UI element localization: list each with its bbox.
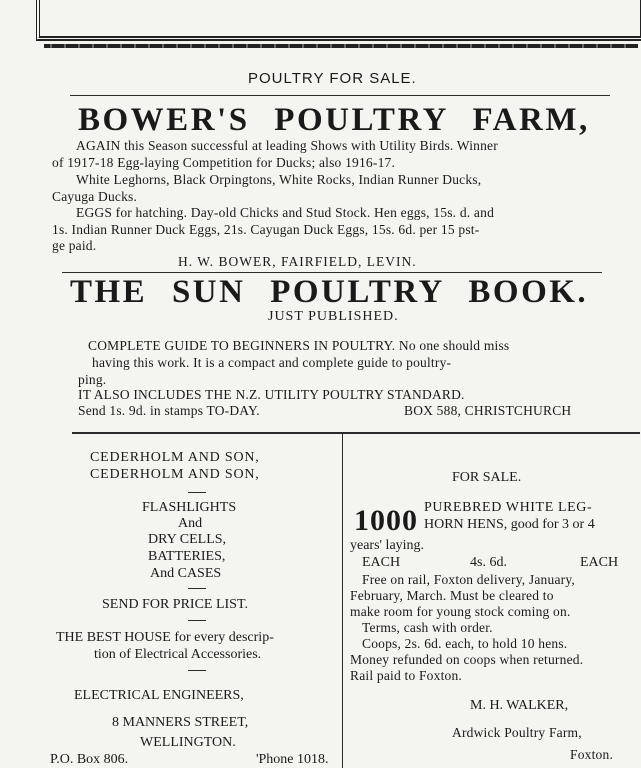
walker-body-line: Coops, 2s. 6d. each, to hold 10 hens. [362, 636, 568, 651]
sun-title: THE SUN POULTRY BOOK. [70, 274, 589, 310]
walker-line: PUREBRED WHITE LEG- [424, 500, 593, 515]
walker-farm: Ardwick Poultry Farm, [452, 725, 582, 740]
bower-line: EGGS for hatching. Day-old Chicks and Stud Stock. Hen eggs, 15s. d. and [76, 205, 495, 220]
dash-divider [188, 492, 206, 493]
dash-divider [188, 588, 206, 589]
cederholm-name: CEDERHOLM AND SON, [90, 467, 260, 482]
walker-town: Foxton. [570, 747, 614, 762]
sun-address: BOX 588, CHRISTCHURCH [404, 403, 572, 418]
cederholm-name: CEDERHOLM AND SON, [90, 450, 260, 465]
price-value: 4s. 6d. [470, 555, 507, 570]
dash-divider [188, 670, 206, 671]
walker-body-line: make room for young stock coming on. [350, 604, 571, 619]
product-line: And CASES [150, 566, 222, 581]
price-list-line: SEND FOR PRICE LIST. [102, 597, 248, 612]
bower-line: AGAIN this Season successful at leading Shows with Utility Birds. Winner [76, 138, 498, 153]
walker-line: HORN HENS, good for 3 or 4 [424, 517, 595, 532]
price-each-label: EACH [580, 555, 619, 570]
sun-line: COMPLETE GUIDE TO BEGINNERS IN POULTRY. No one should miss [88, 338, 510, 353]
sun-line: IT ALSO INCLUDES THE N.Z. UTILITY POULTRY STANDARD. [78, 387, 465, 402]
price-each-label: EACH [362, 555, 401, 570]
bower-signature: H. W. BOWER, FAIRFIELD, LEVIN. [178, 254, 417, 269]
walker-body-line: Money refunded on coops when returned. [350, 652, 584, 667]
sun-line: ping. [78, 372, 107, 387]
bower-line: 1s. Indian Runner Duck Eggs, 21s. Cayugan Duck Eggs, 15s. 6d. per 15 pst- [52, 222, 480, 237]
phone-line: 'Phone 1018. [256, 752, 329, 767]
sun-line: having this work. It is a compact and complete guide to poultry- [92, 355, 452, 370]
best-house-line: THE BEST HOUSE for every descrip- [56, 630, 274, 645]
bower-line: of 1917-18 Egg-laying Competition for Ducks; also 1916-17. [52, 155, 396, 170]
product-line: BATTERIES, [148, 549, 226, 564]
product-line: DRY CELLS, [148, 532, 227, 547]
walker-heading: FOR SALE. [452, 470, 522, 485]
engineers-line: ELECTRICAL ENGINEERS, [74, 688, 244, 703]
street-line: 8 MANNERS STREET, [112, 715, 249, 730]
ad-divider [62, 272, 602, 273]
bower-line: Cayuga Ducks. [52, 189, 138, 204]
walker-body-line: Free on rail, Foxton delivery, January, [362, 572, 575, 587]
top-divider [44, 44, 638, 48]
po-box-line: P.O. Box 806. [50, 752, 129, 767]
section-heading: POULTRY FOR SALE. [248, 70, 417, 87]
walker-body-line: February, March. Must be cleared to [350, 588, 554, 603]
dash-divider [188, 620, 206, 621]
city-line: WELLINGTON. [140, 735, 236, 750]
best-house-line: tion of Electrical Accessories. [94, 647, 262, 662]
product-line: And [178, 516, 203, 531]
product-line: FLASHLIGHTS [142, 500, 237, 515]
lower-divider [72, 432, 640, 434]
walker-body-line: Terms, cash with order. [362, 620, 493, 635]
heading-divider [70, 95, 610, 96]
bower-line: White Leghorns, Black Orpingtons, White Rocks, Indian Runner Ducks, [76, 172, 482, 187]
walker-line: years' laying. [350, 538, 425, 553]
walker-signature: M. H. WALKER, [470, 698, 569, 713]
walker-number: 1000 [354, 504, 418, 537]
sun-subtitle: JUST PUBLISHED. [268, 309, 399, 324]
bower-line: ge paid. [52, 238, 97, 253]
bower-title: BOWER'S POULTRY FARM, [78, 102, 590, 138]
walker-body-line: Rail paid to Foxton. [350, 668, 462, 683]
top-border-frame [36, 0, 641, 41]
sun-order: Send 1s. 9d. in stamps TO-DAY. [78, 403, 260, 418]
column-divider [342, 434, 343, 768]
